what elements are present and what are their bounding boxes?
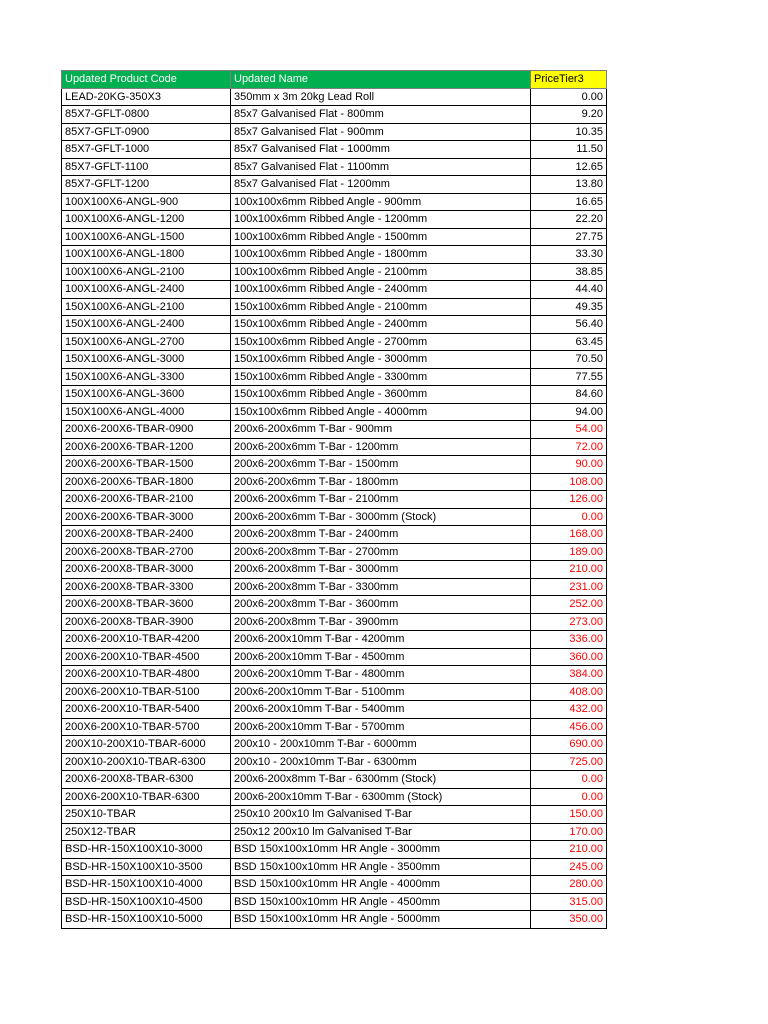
price-cell[interactable]: 456.00 (531, 718, 607, 736)
product-code-cell[interactable]: 85X7-GFLT-1200 (62, 176, 231, 194)
price-cell[interactable]: 360.00 (531, 648, 607, 666)
product-name-cell[interactable]: 200x6-200x8mm T-Bar - 3300mm (231, 578, 531, 596)
product-code-cell[interactable]: 200X6-200X10-TBAR-5400 (62, 701, 231, 719)
price-cell[interactable]: 384.00 (531, 666, 607, 684)
table-row (62, 263, 607, 281)
product-code-cell[interactable]: 200X6-200X8-TBAR-2400 (62, 526, 231, 544)
price-cell[interactable]: 63.45 (531, 333, 607, 351)
product-name-cell[interactable]: 100x100x6mm Ribbed Angle - 1800mm (231, 246, 531, 264)
product-name-cell[interactable]: 250x10 200x10 lm Galvanised T-Bar (231, 806, 531, 824)
table-row (62, 176, 607, 194)
product-name-cell[interactable]: 100x100x6mm Ribbed Angle - 2400mm (231, 281, 531, 299)
table-row (62, 736, 607, 754)
table-row (62, 193, 607, 211)
price-cell[interactable]: 690.00 (531, 736, 607, 754)
product-name-cell[interactable]: 200x6-200x6mm T-Bar - 1500mm (231, 456, 531, 474)
price-cell[interactable]: 72.00 (531, 438, 607, 456)
price-cell[interactable]: 252.00 (531, 596, 607, 614)
price-cell[interactable]: 210.00 (531, 561, 607, 579)
product-name-cell[interactable]: 200x6-200x8mm T-Bar - 3600mm (231, 596, 531, 614)
table-row (62, 683, 607, 701)
table-row (62, 333, 607, 351)
table-row (62, 228, 607, 246)
product-code-cell[interactable]: 250X10-TBAR (62, 806, 231, 824)
product-name-cell[interactable]: 200x10 - 200x10mm T-Bar - 6000mm (231, 736, 531, 754)
price-cell[interactable]: 12.65 (531, 158, 607, 176)
product-name-cell[interactable]: 200x6-200x10mm T-Bar - 5700mm (231, 718, 531, 736)
price-cell[interactable]: 336.00 (531, 631, 607, 649)
product-name-cell[interactable]: 150x100x6mm Ribbed Angle - 2100mm (231, 298, 531, 316)
product-name-cell[interactable]: 200x10 - 200x10mm T-Bar - 6300mm (231, 753, 531, 771)
product-name-cell[interactable]: BSD 150x100x10mm HR Angle - 4000mm (231, 876, 531, 894)
price-cell[interactable]: 725.00 (531, 753, 607, 771)
product-code-cell[interactable]: 85X7-GFLT-0800 (62, 106, 231, 124)
table-row (62, 88, 607, 106)
product-code-cell[interactable]: 100X100X6-ANGL-1200 (62, 211, 231, 229)
product-code-cell[interactable]: 200X6-200X8-TBAR-3000 (62, 561, 231, 579)
price-cell[interactable]: 0.00 (531, 771, 607, 789)
product-name-cell[interactable]: 100x100x6mm Ribbed Angle - 1200mm (231, 211, 531, 229)
table-row (62, 911, 607, 929)
product-name-cell[interactable]: 150x100x6mm Ribbed Angle - 3600mm (231, 386, 531, 404)
table-row (62, 298, 607, 316)
price-cell[interactable]: 126.00 (531, 491, 607, 509)
table-row (62, 753, 607, 771)
table-row (62, 473, 607, 491)
product-name-cell[interactable]: 200x6-200x10mm T-Bar - 4200mm (231, 631, 531, 649)
product-name-cell[interactable]: 350mm x 3m 20kg Lead Roll (231, 88, 531, 106)
product-code-cell[interactable]: 85X7-GFLT-1100 (62, 158, 231, 176)
table-row (62, 648, 607, 666)
product-name-cell[interactable]: BSD 150x100x10mm HR Angle - 3500mm (231, 858, 531, 876)
table-row (62, 613, 607, 631)
price-table (61, 70, 607, 929)
product-name-cell[interactable]: 150x100x6mm Ribbed Angle - 3300mm (231, 368, 531, 386)
price-cell[interactable]: 150.00 (531, 806, 607, 824)
price-cell[interactable]: 27.75 (531, 228, 607, 246)
product-name-cell[interactable]: 150x100x6mm Ribbed Angle - 2700mm (231, 333, 531, 351)
product-code-cell[interactable]: 200X10-200X10-TBAR-6000 (62, 736, 231, 754)
price-cell[interactable]: 9.20 (531, 106, 607, 124)
product-code-cell[interactable]: 100X100X6-ANGL-900 (62, 193, 231, 211)
product-code-cell[interactable]: 200X6-200X10-TBAR-4200 (62, 631, 231, 649)
price-cell[interactable]: 189.00 (531, 543, 607, 561)
price-cell[interactable]: 77.55 (531, 368, 607, 386)
table-row (62, 806, 607, 824)
product-code-cell[interactable]: BSD-HR-150X100X10-3000 (62, 841, 231, 859)
product-code-cell[interactable]: 150X100X6-ANGL-3300 (62, 368, 231, 386)
product-name-cell[interactable]: BSD 150x100x10mm HR Angle - 4500mm (231, 893, 531, 911)
price-cell[interactable]: 168.00 (531, 526, 607, 544)
table-row (62, 456, 607, 474)
price-cell[interactable]: 350.00 (531, 911, 607, 929)
product-code-cell[interactable]: 100X100X6-ANGL-2400 (62, 281, 231, 299)
table-row (62, 666, 607, 684)
product-name-cell[interactable]: 200x6-200x6mm T-Bar - 1800mm (231, 473, 531, 491)
product-code-cell[interactable]: 200X6-200X10-TBAR-4800 (62, 666, 231, 684)
product-code-cell[interactable]: 200X6-200X8-TBAR-2700 (62, 543, 231, 561)
table-row (62, 893, 607, 911)
table-row (62, 771, 607, 789)
spreadsheet-page (61, 70, 606, 929)
product-code-cell[interactable]: 150X100X6-ANGL-2400 (62, 316, 231, 334)
product-name-cell[interactable]: 200x6-200x8mm T-Bar - 3900mm (231, 613, 531, 631)
price-cell[interactable]: 11.50 (531, 141, 607, 159)
table-row (62, 211, 607, 229)
product-name-cell[interactable]: 200x6-200x6mm T-Bar - 900mm (231, 421, 531, 439)
table-row (62, 281, 607, 299)
product-name-cell[interactable]: 150x100x6mm Ribbed Angle - 2400mm (231, 316, 531, 334)
product-name-cell[interactable]: 200x6-200x6mm T-Bar - 3000mm (Stock) (231, 508, 531, 526)
table-row (62, 578, 607, 596)
product-name-cell[interactable]: 85x7 Galvanised Flat - 1200mm (231, 176, 531, 194)
product-code-cell[interactable]: 200X10-200X10-TBAR-6300 (62, 753, 231, 771)
table-row (62, 351, 607, 369)
table-row (62, 561, 607, 579)
product-code-cell[interactable]: 150X100X6-ANGL-3600 (62, 386, 231, 404)
product-code-cell[interactable]: 150X100X6-ANGL-2100 (62, 298, 231, 316)
product-name-cell[interactable]: 150x100x6mm Ribbed Angle - 4000mm (231, 403, 531, 421)
product-name-cell[interactable]: 200x6-200x10mm T-Bar - 4500mm (231, 648, 531, 666)
product-name-cell[interactable]: 85x7 Galvanised Flat - 1000mm (231, 141, 531, 159)
price-cell[interactable]: 408.00 (531, 683, 607, 701)
product-code-cell[interactable]: 200X6-200X6-TBAR-1200 (62, 438, 231, 456)
price-cell[interactable]: 108.00 (531, 473, 607, 491)
product-code-cell[interactable]: 200X6-200X6-TBAR-1800 (62, 473, 231, 491)
product-code-cell[interactable]: BSD-HR-150X100X10-5000 (62, 911, 231, 929)
table-row (62, 701, 607, 719)
product-name-cell[interactable]: 250x12 200x10 lm Galvanised T-Bar (231, 823, 531, 841)
price-cell[interactable]: 22.20 (531, 211, 607, 229)
product-name-cell[interactable]: 85x7 Galvanised Flat - 900mm (231, 123, 531, 141)
price-cell[interactable]: 84.60 (531, 386, 607, 404)
price-cell[interactable]: 33.30 (531, 246, 607, 264)
product-code-cell[interactable]: LEAD-20KG-350X3 (62, 88, 231, 106)
table-header (62, 71, 607, 89)
price-cell[interactable]: 170.00 (531, 823, 607, 841)
product-code-cell[interactable]: 150X100X6-ANGL-2700 (62, 333, 231, 351)
price-cell[interactable]: 13.80 (531, 176, 607, 194)
table-row (62, 596, 607, 614)
product-code-cell[interactable]: 200X6-200X10-TBAR-5100 (62, 683, 231, 701)
price-cell[interactable]: 56.40 (531, 316, 607, 334)
price-cell[interactable]: 10.35 (531, 123, 607, 141)
table-row (62, 386, 607, 404)
table-row (62, 246, 607, 264)
product-code-cell[interactable]: 200X6-200X10-TBAR-6300 (62, 788, 231, 806)
product-name-cell[interactable]: 200x6-200x10mm T-Bar - 5400mm (231, 701, 531, 719)
product-code-cell[interactable]: BSD-HR-150X100X10-3500 (62, 858, 231, 876)
table-row (62, 491, 607, 509)
product-code-cell[interactable]: 200X6-200X8-TBAR-6300 (62, 771, 231, 789)
price-cell[interactable]: 280.00 (531, 876, 607, 894)
table-row (62, 508, 607, 526)
table-row (62, 858, 607, 876)
product-code-cell[interactable]: 200X6-200X8-TBAR-3600 (62, 596, 231, 614)
product-code-cell[interactable]: 100X100X6-ANGL-2100 (62, 263, 231, 281)
product-name-cell[interactable]: 200x6-200x10mm T-Bar - 6300mm (Stock) (231, 788, 531, 806)
product-name-cell[interactable]: 100x100x6mm Ribbed Angle - 1500mm (231, 228, 531, 246)
table-row (62, 421, 607, 439)
product-name-cell[interactable]: 200x6-200x8mm T-Bar - 2700mm (231, 543, 531, 561)
product-code-cell[interactable]: 150X100X6-ANGL-4000 (62, 403, 231, 421)
product-code-cell[interactable]: 150X100X6-ANGL-3000 (62, 351, 231, 369)
price-cell[interactable]: 273.00 (531, 613, 607, 631)
price-cell[interactable]: 90.00 (531, 456, 607, 474)
product-name-cell[interactable]: 85x7 Galvanised Flat - 800mm (231, 106, 531, 124)
price-cell[interactable]: 0.00 (531, 788, 607, 806)
product-name-cell[interactable]: 100x100x6mm Ribbed Angle - 2100mm (231, 263, 531, 281)
header-name[interactable]: Updated Name (231, 71, 531, 89)
product-name-cell[interactable]: 100x100x6mm Ribbed Angle - 900mm (231, 193, 531, 211)
product-name-cell[interactable]: 200x6-200x6mm T-Bar - 1200mm (231, 438, 531, 456)
table-row (62, 141, 607, 159)
product-code-cell[interactable]: 200X6-200X6-TBAR-2100 (62, 491, 231, 509)
product-code-cell[interactable]: 200X6-200X10-TBAR-5700 (62, 718, 231, 736)
product-code-cell[interactable]: 200X6-200X10-TBAR-4500 (62, 648, 231, 666)
header-row (62, 71, 607, 89)
table-row (62, 438, 607, 456)
product-code-cell[interactable]: 85X7-GFLT-0900 (62, 123, 231, 141)
price-cell[interactable]: 94.00 (531, 403, 607, 421)
price-cell[interactable]: 0.00 (531, 508, 607, 526)
table-row (62, 823, 607, 841)
product-name-cell[interactable]: 200x6-200x6mm T-Bar - 2100mm (231, 491, 531, 509)
table-row (62, 106, 607, 124)
price-cell[interactable]: 44.40 (531, 281, 607, 299)
table-row (62, 158, 607, 176)
table-row (62, 718, 607, 736)
table-row (62, 631, 607, 649)
product-code-cell[interactable]: BSD-HR-150X100X10-4500 (62, 893, 231, 911)
price-cell[interactable]: 38.85 (531, 263, 607, 281)
table-row (62, 403, 607, 421)
product-code-cell[interactable]: 85X7-GFLT-1000 (62, 141, 231, 159)
header-price-tier3[interactable]: PriceTier3 (531, 71, 607, 89)
price-cell[interactable]: 54.00 (531, 421, 607, 439)
product-name-cell[interactable]: 200x6-200x8mm T-Bar - 2400mm (231, 526, 531, 544)
product-code-cell[interactable]: 100X100X6-ANGL-1800 (62, 246, 231, 264)
product-code-cell[interactable]: 100X100X6-ANGL-1500 (62, 228, 231, 246)
product-name-cell[interactable]: 200x6-200x10mm T-Bar - 5100mm (231, 683, 531, 701)
product-code-cell[interactable]: 200X6-200X6-TBAR-1500 (62, 456, 231, 474)
price-cell[interactable]: 315.00 (531, 893, 607, 911)
price-cell[interactable]: 432.00 (531, 701, 607, 719)
price-cell[interactable]: 70.50 (531, 351, 607, 369)
table-row (62, 526, 607, 544)
product-code-cell[interactable]: 200X6-200X6-TBAR-0900 (62, 421, 231, 439)
product-name-cell[interactable]: 85x7 Galvanised Flat - 1100mm (231, 158, 531, 176)
product-name-cell[interactable]: BSD 150x100x10mm HR Angle - 3000mm (231, 841, 531, 859)
product-name-cell[interactable]: 150x100x6mm Ribbed Angle - 3000mm (231, 351, 531, 369)
product-code-cell[interactable]: 200X6-200X8-TBAR-3300 (62, 578, 231, 596)
price-cell[interactable]: 245.00 (531, 858, 607, 876)
price-cell[interactable]: 210.00 (531, 841, 607, 859)
product-code-cell[interactable]: BSD-HR-150X100X10-4000 (62, 876, 231, 894)
table-row (62, 788, 607, 806)
table-row (62, 316, 607, 334)
table-row (62, 841, 607, 859)
price-cell[interactable]: 231.00 (531, 578, 607, 596)
price-cell[interactable]: 49.35 (531, 298, 607, 316)
product-name-cell[interactable]: 200x6-200x10mm T-Bar - 4800mm (231, 666, 531, 684)
product-name-cell[interactable]: 200x6-200x8mm T-Bar - 6300mm (Stock) (231, 771, 531, 789)
price-cell[interactable]: 0.00 (531, 88, 607, 106)
table-row (62, 543, 607, 561)
header-product-code[interactable]: Updated Product Code (62, 71, 231, 89)
product-name-cell[interactable]: 200x6-200x8mm T-Bar - 3000mm (231, 561, 531, 579)
table-row (62, 368, 607, 386)
price-cell[interactable]: 16.65 (531, 193, 607, 211)
product-code-cell[interactable]: 250X12-TBAR (62, 823, 231, 841)
product-code-cell[interactable]: 200X6-200X8-TBAR-3900 (62, 613, 231, 631)
product-code-cell[interactable]: 200X6-200X6-TBAR-3000 (62, 508, 231, 526)
table-body (62, 88, 607, 928)
product-name-cell[interactable]: BSD 150x100x10mm HR Angle - 5000mm (231, 911, 531, 929)
table-row (62, 876, 607, 894)
table-row (62, 123, 607, 141)
